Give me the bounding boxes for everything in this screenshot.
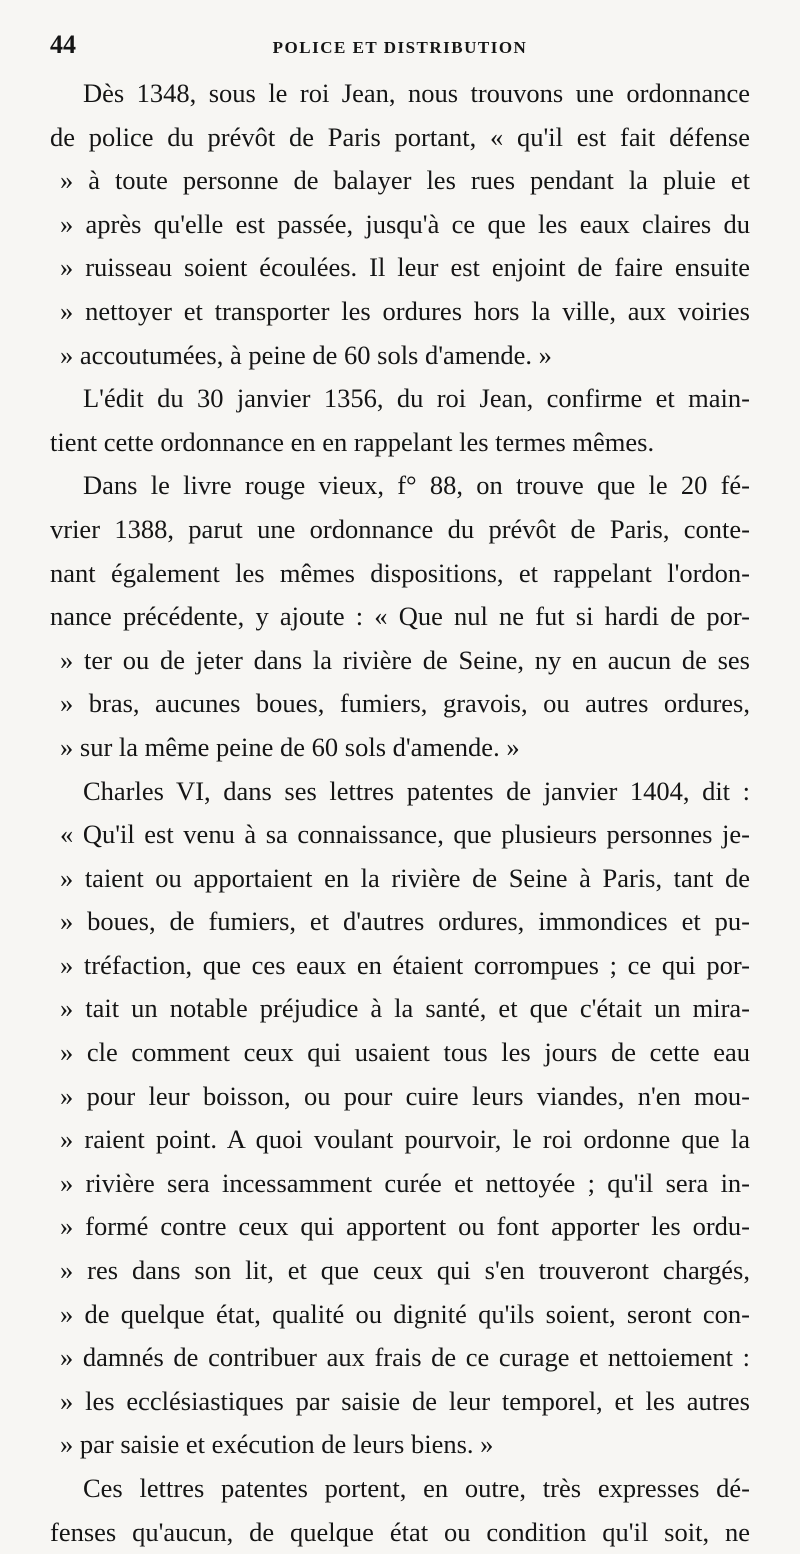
text-line: » ruisseau soient écoulées. Il leur est enjoint de faire ensuite	[60, 252, 750, 283]
text-line: » ter ou de jeter dans la rivière de Seine, ny en aucun de ses	[60, 644, 750, 675]
text-line: nant également les mêmes dispositions, et rappelant l'ordon-	[50, 557, 750, 588]
text-line: » à toute personne de balayer les rues pendant la pluie et	[60, 165, 750, 196]
text-line: fenses qu'aucun, de quelque état ou condition qu'il soit, ne	[50, 1516, 750, 1547]
running-head	[50, 30, 750, 66]
text-line: » res dans son lit, et que ceux qui s'en trouveront chargés,	[60, 1255, 750, 1286]
text-line: « Qu'il est venu à sa connaissance, que plusieurs personnes je-	[60, 819, 750, 850]
text-line: » formé contre ceux qui apportent ou font apporter les ordu-	[60, 1211, 750, 1242]
text-line: tient cette ordonnance en en rappelant les termes mêmes.	[50, 426, 655, 457]
text-line: de police du prévôt de Paris portant, « qu'il est fait défense	[50, 121, 750, 152]
text-line: » rivière sera incessamment curée et nettoyée ; qu'il sera in-	[60, 1167, 750, 1198]
text-line: » après qu'elle est passée, jusqu'à ce que les eaux claires du	[60, 208, 750, 239]
text-line: » tréfaction, que ces eaux en étaient corrompues ; ce qui por-	[60, 949, 750, 980]
text-line: Dans le livre rouge vieux, f° 88, on trouve que le 20 fé-	[83, 470, 750, 501]
text-line: » par saisie et exécution de leurs biens. »	[60, 1429, 494, 1460]
text-line: vrier 1388, parut une ordonnance du prévôt de Paris, conte-	[50, 513, 750, 544]
text-line: Ces lettres patentes portent, en outre, très expresses dé-	[83, 1473, 750, 1503]
running-title: POLICE ET DISTRIBUTION	[272, 38, 528, 57]
text-line: » tait un notable préjudice à la santé, et que c'était un mira-	[60, 993, 750, 1024]
text-line: » damnés de contribuer aux frais de ce curage et nettoiement :	[60, 1342, 750, 1373]
text-line: » cle comment ceux qui usaient tous les jours de cette eau	[60, 1037, 750, 1068]
text-line: » accoutumées, à peine de 60 sols d'amende. »	[60, 339, 552, 370]
text-line: » taient ou apportaient en la rivière de Seine à Paris, tant de	[60, 862, 750, 893]
text-line: » sur la même peine de 60 sols d'amende. »	[60, 731, 520, 762]
text-line: L'édit du 30 janvier 1356, du roi Jean, confirme et main-	[83, 383, 750, 414]
text-line: nance précédente, y ajoute : « Que nul ne fut si hardi de por-	[50, 601, 750, 632]
body-text	[50, 72, 750, 1554]
text-line: » raient point. A quoi voulant pourvoir, le roi ordonne que la	[60, 1124, 750, 1155]
text-line: Dès 1348, sous le roi Jean, nous trouvons une ordonnance	[83, 78, 750, 108]
text-line: » boues, de fumiers, et d'autres ordures, immondices et pu-	[60, 906, 750, 937]
text-line: » nettoyer et transporter les ordures hors la ville, aux voiries	[60, 295, 750, 326]
text-line: Charles VI, dans ses lettres patentes de janvier 1404, dit :	[83, 775, 750, 806]
text-line: » les ecclésiastiques par saisie de leur temporel, et les autres	[60, 1385, 750, 1416]
text-line: » de quelque état, qualité ou dignité qu'ils soient, seront con-	[60, 1298, 750, 1329]
page-number: 44	[50, 30, 76, 59]
text-line: » bras, aucunes boues, fumiers, gravois, ou autres ordures,	[60, 688, 750, 719]
text-line: » pour leur boisson, ou pour cuire leurs viandes, n'en mou-	[60, 1080, 750, 1111]
